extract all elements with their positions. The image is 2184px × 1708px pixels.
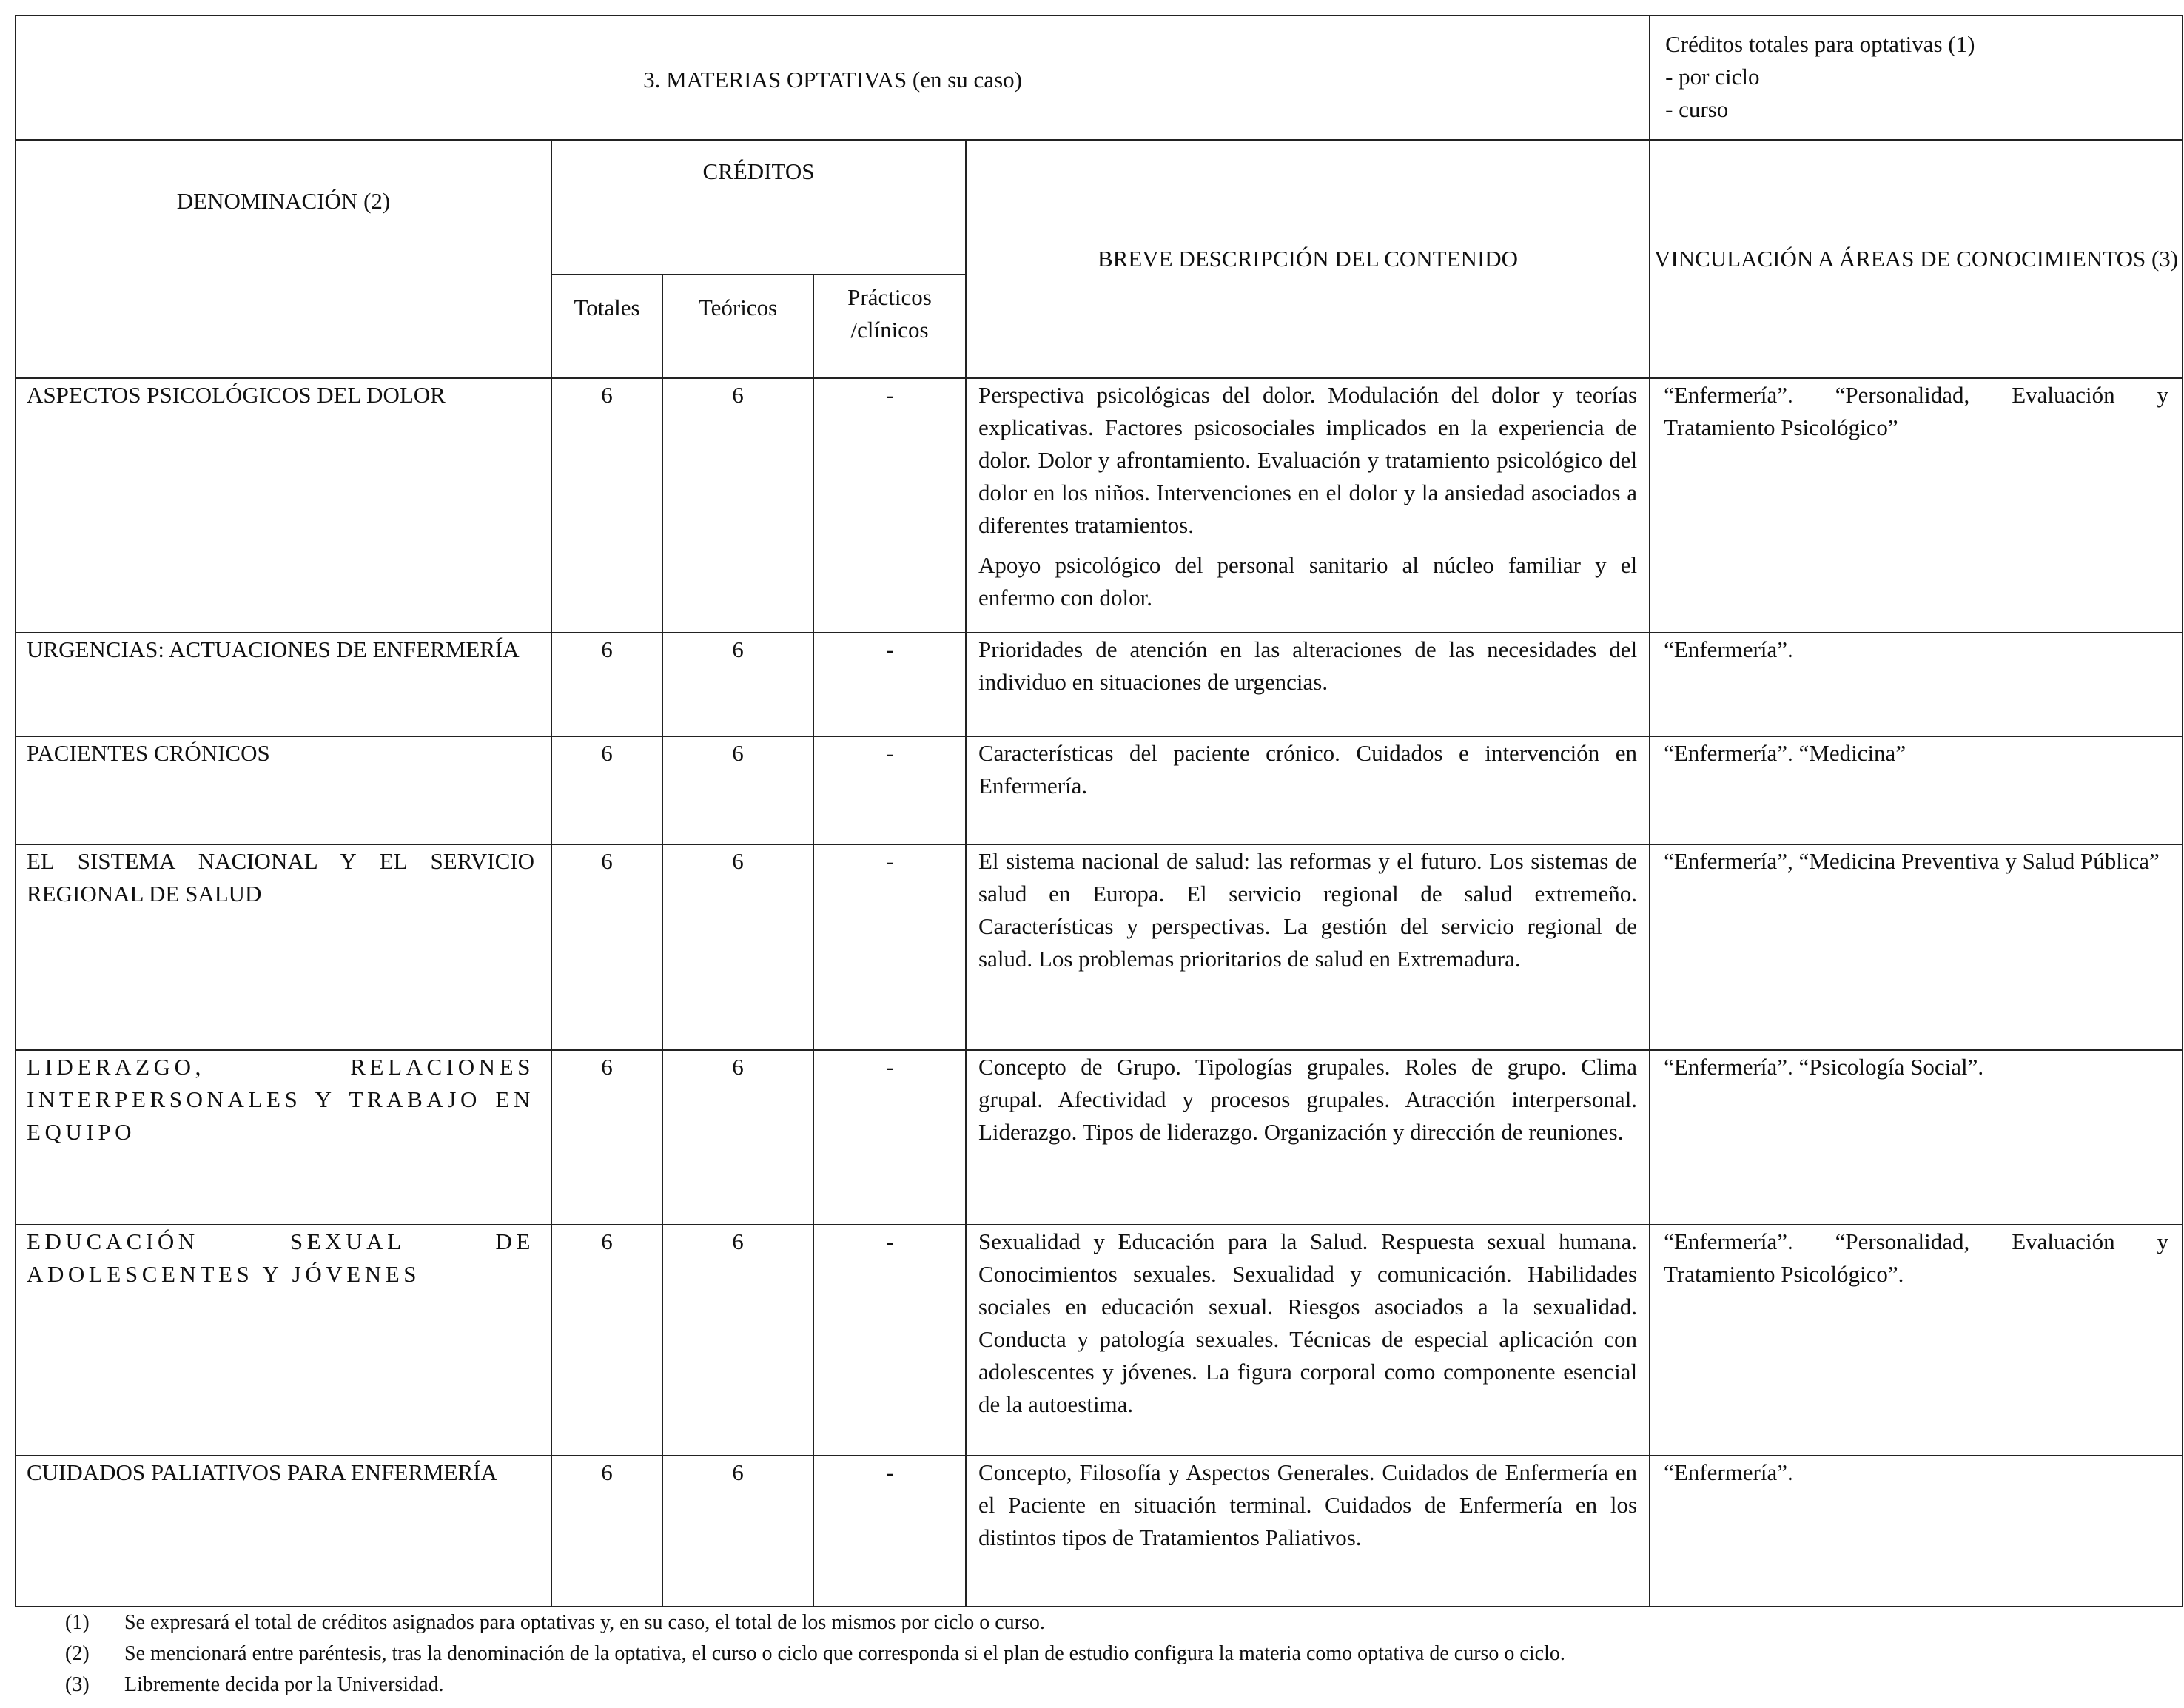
optativas-table xyxy=(15,15,2183,1607)
subject-name: URGENCIAS: ACTUACIONES DE ENFERMERÍA xyxy=(16,633,551,736)
table-title: 3. MATERIAS OPTATIVAS (en su caso) xyxy=(643,67,1022,93)
credits-practicos: - xyxy=(813,736,966,844)
subject-name: PACIENTES CRÓNICOS xyxy=(16,736,551,844)
description-paragraph: Perspectiva psicológicas del dolor. Modulación del dolor y teorías explicativas. Factores psicosociales implicados en la experiencia de dolor. Dolor y afrontamiento. Evaluación y tratamiento psicológico del dolor en los niños. Intervenciones en el dolor y la ansiedad asociados a diferentes tratamientos. xyxy=(978,382,1638,538)
table-row xyxy=(16,633,2183,736)
footnote-text: Se mencionará entre paréntesis, tras la denominación de la optativa, el curso o ciclo que corresponda si el plan de estudio configura la materia como optativa de curso o ciclo. xyxy=(124,1642,1565,1665)
description-paragraph: Concepto de Grupo. Tipologías grupales. Roles de grupo. Clima grupal. Afectividad y procesos grupales. Atracción interpersonal. Liderazgo. Tipos de liderazgo. Organización y dirección de reuniones. xyxy=(978,1054,1638,1145)
footnote-number: (3) xyxy=(65,1673,90,1696)
col-teoricos: Teóricos xyxy=(662,275,813,378)
credits-totales: 6 xyxy=(551,1050,662,1225)
col-creditos: CRÉDITOS xyxy=(551,140,966,275)
table-row xyxy=(16,1050,2183,1225)
footnote xyxy=(65,1638,1565,1670)
knowledge-area: “Enfermería”. “Medicina” xyxy=(1650,736,2183,844)
credits-totales: 6 xyxy=(551,1225,662,1456)
credits-totales: 6 xyxy=(551,844,662,1050)
credits-teoricos: 6 xyxy=(662,633,813,736)
table-row xyxy=(16,736,2183,844)
footnotes xyxy=(65,1607,1565,1701)
subject-name: EL SISTEMA NACIONAL Y EL SERVICIO REGIONAL DE SALUD xyxy=(16,844,551,1050)
knowledge-area: “Enfermería”. “Personalidad, Evaluación y Tratamiento Psicológico”. xyxy=(1650,1225,2183,1456)
credits-practicos: - xyxy=(813,844,966,1050)
description-paragraph: Apoyo psicológico del personal sanitario al núcleo familiar y el enfermo con dolor. xyxy=(978,552,1638,611)
credits-practicos: - xyxy=(813,378,966,633)
credits-practicos: - xyxy=(813,1225,966,1456)
description-paragraph: Concepto, Filosofía y Aspectos Generales. Cuidados de Enfermería en el Paciente en situación terminal. Cuidados de Enfermería en los distintos tipos de Tratamientos Paliativos. xyxy=(978,1459,1638,1550)
subject-description xyxy=(966,633,1650,736)
credits-totales: 6 xyxy=(551,378,662,633)
credits-totales: 6 xyxy=(551,736,662,844)
knowledge-area: “Enfermería”. xyxy=(1650,1456,2183,1607)
subject-description xyxy=(966,1225,1650,1456)
footnote xyxy=(65,1670,1565,1701)
footnote-text: Libremente decida por la Universidad. xyxy=(124,1673,444,1696)
knowledge-area: “Enfermería”. “Psicología Social”. xyxy=(1650,1050,2183,1225)
col-denominacion: DENOMINACIÓN (2) xyxy=(16,140,551,378)
subject-description xyxy=(966,1456,1650,1607)
credits-per-course: - curso xyxy=(1665,96,1729,122)
knowledge-area: “Enfermería”. xyxy=(1650,633,2183,736)
subject-description xyxy=(966,844,1650,1050)
knowledge-area: “Enfermería”, “Medicina Preventiva y Salud Pública” xyxy=(1650,844,2183,1050)
credits-practicos: - xyxy=(813,633,966,736)
table-row xyxy=(16,844,2183,1050)
description-paragraph: Sexualidad y Educación para la Salud. Respuesta sexual humana. Conocimientos sexuales. Sexualidad y comunicación. Habilidades sociales en educación sexual. Riesgos asociados a la sexualidad. Conducta y patología sexuales. Técnicas de especial aplicación con adolescentes y jóvenes. La figura corporal como componente esencial de la autoestima. xyxy=(978,1228,1638,1417)
credits-totales: 6 xyxy=(551,1456,662,1607)
credits-total-cell xyxy=(1650,16,2183,140)
subject-description xyxy=(966,736,1650,844)
subject-description xyxy=(966,1050,1650,1225)
credits-teoricos: 6 xyxy=(662,844,813,1050)
table-title-cell xyxy=(16,16,1650,140)
description-paragraph: Prioridades de atención en las alteraciones de las necesidades del individuo en situaciones de urgencias. xyxy=(978,636,1638,695)
description-paragraph: El sistema nacional de salud: las reformas y el futuro. Los sistemas de salud en Europa. El servicio regional de salud extremeño. Características y perspectivas. La gestión del servicio regional de salud. Los problemas prioritarios de salud en Extremadura. xyxy=(978,848,1638,972)
subject-name: ASPECTOS PSICOLÓGICOS DEL DOLOR xyxy=(16,378,551,633)
column-header-row xyxy=(16,140,2183,275)
credits-total-label: Créditos totales para optativas (1) xyxy=(1665,31,1975,57)
credits-teoricos: 6 xyxy=(662,1050,813,1225)
table-row xyxy=(16,1225,2183,1456)
credits-per-cycle: - por ciclo xyxy=(1665,64,1760,90)
credits-teoricos: 6 xyxy=(662,1456,813,1607)
col-descripcion: BREVE DESCRIPCIÓN DEL CONTENIDO xyxy=(966,140,1650,378)
credits-teoricos: 6 xyxy=(662,1225,813,1456)
subject-name: CUIDADOS PALIATIVOS PARA ENFERMERÍA xyxy=(16,1456,551,1607)
footnote-text: Se expresará el total de créditos asignados para optativas y, en su caso, el total de los mismos por ciclo o curso. xyxy=(124,1611,1045,1634)
subject-description xyxy=(966,378,1650,633)
subject-name: EDUCACIÓN SEXUAL DE ADOLESCENTES Y JÓVENES xyxy=(16,1225,551,1456)
subject-name: LIDERAZGO, RELACIONES INTERPERSONALES Y TRABAJO EN EQUIPO xyxy=(16,1050,551,1225)
knowledge-area: “Enfermería”. “Personalidad, Evaluación y Tratamiento Psicológico” xyxy=(1650,378,2183,633)
col-practicos: Prácticos /clínicos xyxy=(813,275,966,378)
credits-practicos: - xyxy=(813,1456,966,1607)
description-paragraph: Características del paciente crónico. Cuidados e intervención en Enfermería. xyxy=(978,740,1638,798)
col-vinculacion: VINCULACIÓN A ÁREAS DE CONOCIMIENTOS (3) xyxy=(1650,140,2183,378)
credits-totales: 6 xyxy=(551,633,662,736)
table-row xyxy=(16,378,2183,633)
credits-teoricos: 6 xyxy=(662,378,813,633)
footnote xyxy=(65,1607,1565,1638)
footnote-number: (1) xyxy=(65,1611,90,1634)
footnote-number: (2) xyxy=(65,1642,90,1665)
table-row xyxy=(16,1456,2183,1607)
col-totales: Totales xyxy=(551,275,662,378)
title-row xyxy=(16,16,2183,140)
credits-practicos: - xyxy=(813,1050,966,1225)
credits-teoricos: 6 xyxy=(662,736,813,844)
